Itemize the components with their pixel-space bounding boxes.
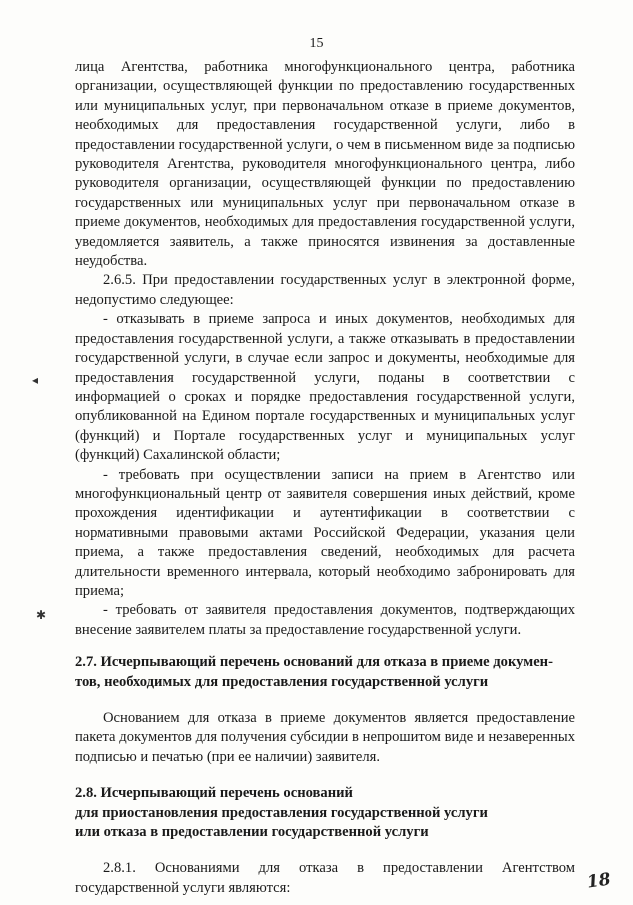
section-heading-2-7-line2: тов, необходимых для предоставления государственной услуги [75, 673, 489, 690]
page-number: 15 [309, 36, 324, 51]
list-item-1: - отказывать в приеме запроса и иных документов, необходимых для предоставления государственной услуги, а также отказывать в предоставлении государственной услуги, в случае если запрос и документы, необходимые для предоставления государственной услуги, поданы в соответствии с информацией о сроках и порядке предоставления государственной услуги, опубликованной на Едином портале государственных и муниципальных услуг (функций) и Портале государственных услуг и муниципальных услуг (функций) Сахалинской области; [75, 311, 575, 464]
section-heading-2-8-line2: для приостановления предоставления государственной услуги [75, 804, 488, 821]
document-body [75, 58, 575, 898]
section-heading-2-8-line1: 2.8. Исчерпывающий перечень оснований [75, 785, 353, 802]
list-item-3: - требовать от заявителя предоставления документов, подтверждающих внесение заявителем платы за предоставление государственной услуги. [75, 602, 575, 638]
list-item-2: - требовать при осуществлении записи на прием в Агентство или многофункциональный центр от заявителя совершения иных действий, кроме прохождения идентификации и аутентификации в соответствии с нормативными правовыми актами Российской Федерации, указания цели приема, а также предоставления сведений, необходимых для расчета длительности временного интервала, который необходимо забронировать для приема; [75, 466, 575, 599]
margin-arrow-icon: ◂ [32, 373, 39, 387]
section-heading-2-8-line3: или отказа в предоставлении государственной услуги [75, 824, 429, 841]
paragraph-2-8-1: 2.8.1. Основаниями для отказа в предоставлении Агентством государственной услуги являются: [75, 860, 575, 896]
margin-mark-icon: ✱ [36, 608, 47, 622]
paragraph-2-7-body: Основанием для отказа в приеме документов является предоставление пакета документов для получения субсидии в непрошитом виде и незаверенных подписью и печатью (при ее наличии) заявителя. [75, 710, 575, 765]
paragraph-2-6-5: 2.6.5. При предоставлении государственных услуг в электронной форме, недопустимо следующее: [75, 272, 575, 308]
paragraph-continuation: лица Агентства, работника многофункционального центра, работника организации, осуществляющей функции по предоставлению государственных или муниципальных услуг, при первоначальном отказе в приеме документов, необходимых для предоставления государственной услуги, либо в предоставлении государственной услуги, о чем в письменном виде за подписью руководителя Агентства, руководителя многофункционального центра, либо руководителя организации, осуществляющей функции по предоставлению государственных или муниципальных услуг при первоначальном отказе в приеме документов, необходимых для предоставления государственной услуги, уведомляется заявитель, а также приносятся извинения за доставленные неудобства. [75, 59, 575, 270]
handwritten-page-number: 18 [586, 869, 613, 893]
section-heading-2-7-line1: 2.7. Исчерпывающий перечень оснований для отказа в приеме докумен- [75, 654, 553, 671]
